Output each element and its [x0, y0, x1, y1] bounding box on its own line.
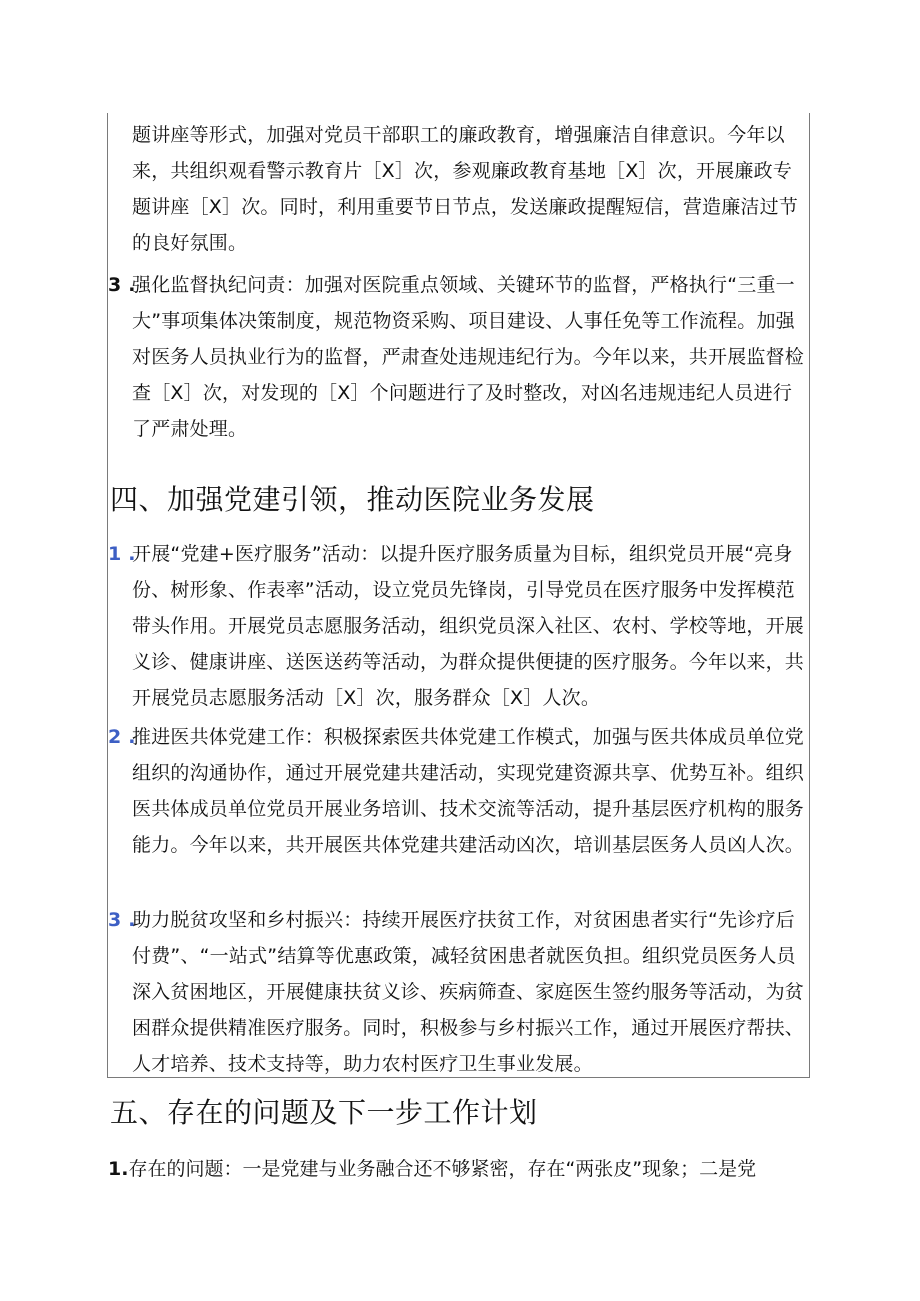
continuation-paragraph: 题讲座等形式，加强对党员干部职工的廉政教育，增强廉洁自律意识。今年以来，共组织观看警示教育片［X］次，参观廉政教育基地［X］次，开展廉政专题讲座［X］次。同时，利用重要节日节点，发送廉政提醒短信，营造廉洁过节的良好氛围。: [132, 124, 799, 254]
list-item-medical-alliance: [108, 719, 808, 863]
list-item-text: 强化监督执纪问责：加强对医院重点领域、关键环节的监督，严格执行“三重一大”事项集体决策制度，规范物资采购、项目建设、人事任免等工作流程。加强对医务人员执业行为的监督，严肃查处违规违纪行为。今年以来，共开展监督检查［X］次，对发现的［X］个问题进行了及时整改，对凶名违规违纪人员进行了严肃处理。: [132, 274, 805, 440]
list-item-number: 1 .: [108, 543, 136, 565]
list-item-number: 1.: [108, 1158, 129, 1180]
section-five-first-item: [108, 1151, 818, 1187]
list-item-text: 推进医共体党建工作：积极探索医共体党建工作模式，加强与医共体成员单位党组织的沟通协作，通过开展党建共建活动，实现党建资源共享、优势互补。组织医共体成员单位党员开展业务培训、技术交流等活动，提升基层医疗机构的服务能力。今年以来，共开展医共体党建共建活动凶次，培训基层医务人员凶人次。: [132, 726, 805, 856]
list-item-number: 3 .: [108, 274, 136, 296]
list-item-text: 存在的问题：一是党建与业务融合还不够紧密，存在“两张皮”现象；二是党: [128, 1158, 757, 1180]
list-item-party-medical-service: [108, 536, 808, 716]
section-four-heading: 四、加强党建引领，推动医院业务发展: [110, 483, 595, 516]
list-item-text: 开展“党建+医疗服务”活动：以提升医疗服务质量为目标，组织党员开展“亮身份、树形象、作表率”活动，设立党员先锋岗，引导党员在医疗服务中发挥模范带头作用。开展党员志愿服务活动，组织党员深入社区、农村、学校等地，开展义诊、健康讲座、送医送药等活动，为群众提供便捷的医疗服务。今年以来，共开展党员志愿服务活动［X］次，服务群众［X］人次。: [132, 543, 805, 709]
list-item-number: 3 .: [108, 909, 136, 931]
section-five-heading: 五、存在的问题及下一步工作计划: [110, 1096, 538, 1129]
list-item-poverty-alleviation: [108, 902, 808, 1082]
list-item-text: 助力脱贫攻坚和乡村振兴：持续开展医疗扶贫工作，对贫困患者实行“先诊疗后付费”、“一站式”结算等优惠政策，减轻贫困患者就医负担。组织党员医务人员深入贫困地区，开展健康扶贫义诊、疾病筛查、家庭医生签约服务等活动，为贫困群众提供精准医疗服务。同时，积极参与乡村振兴工作，通过开展医疗帮扶、人才培养、技术支持等，助力农村医疗卫生事业发展。: [132, 909, 805, 1075]
list-item-strengthen-supervision: [108, 267, 808, 447]
list-item-number: 2 .: [108, 726, 136, 748]
